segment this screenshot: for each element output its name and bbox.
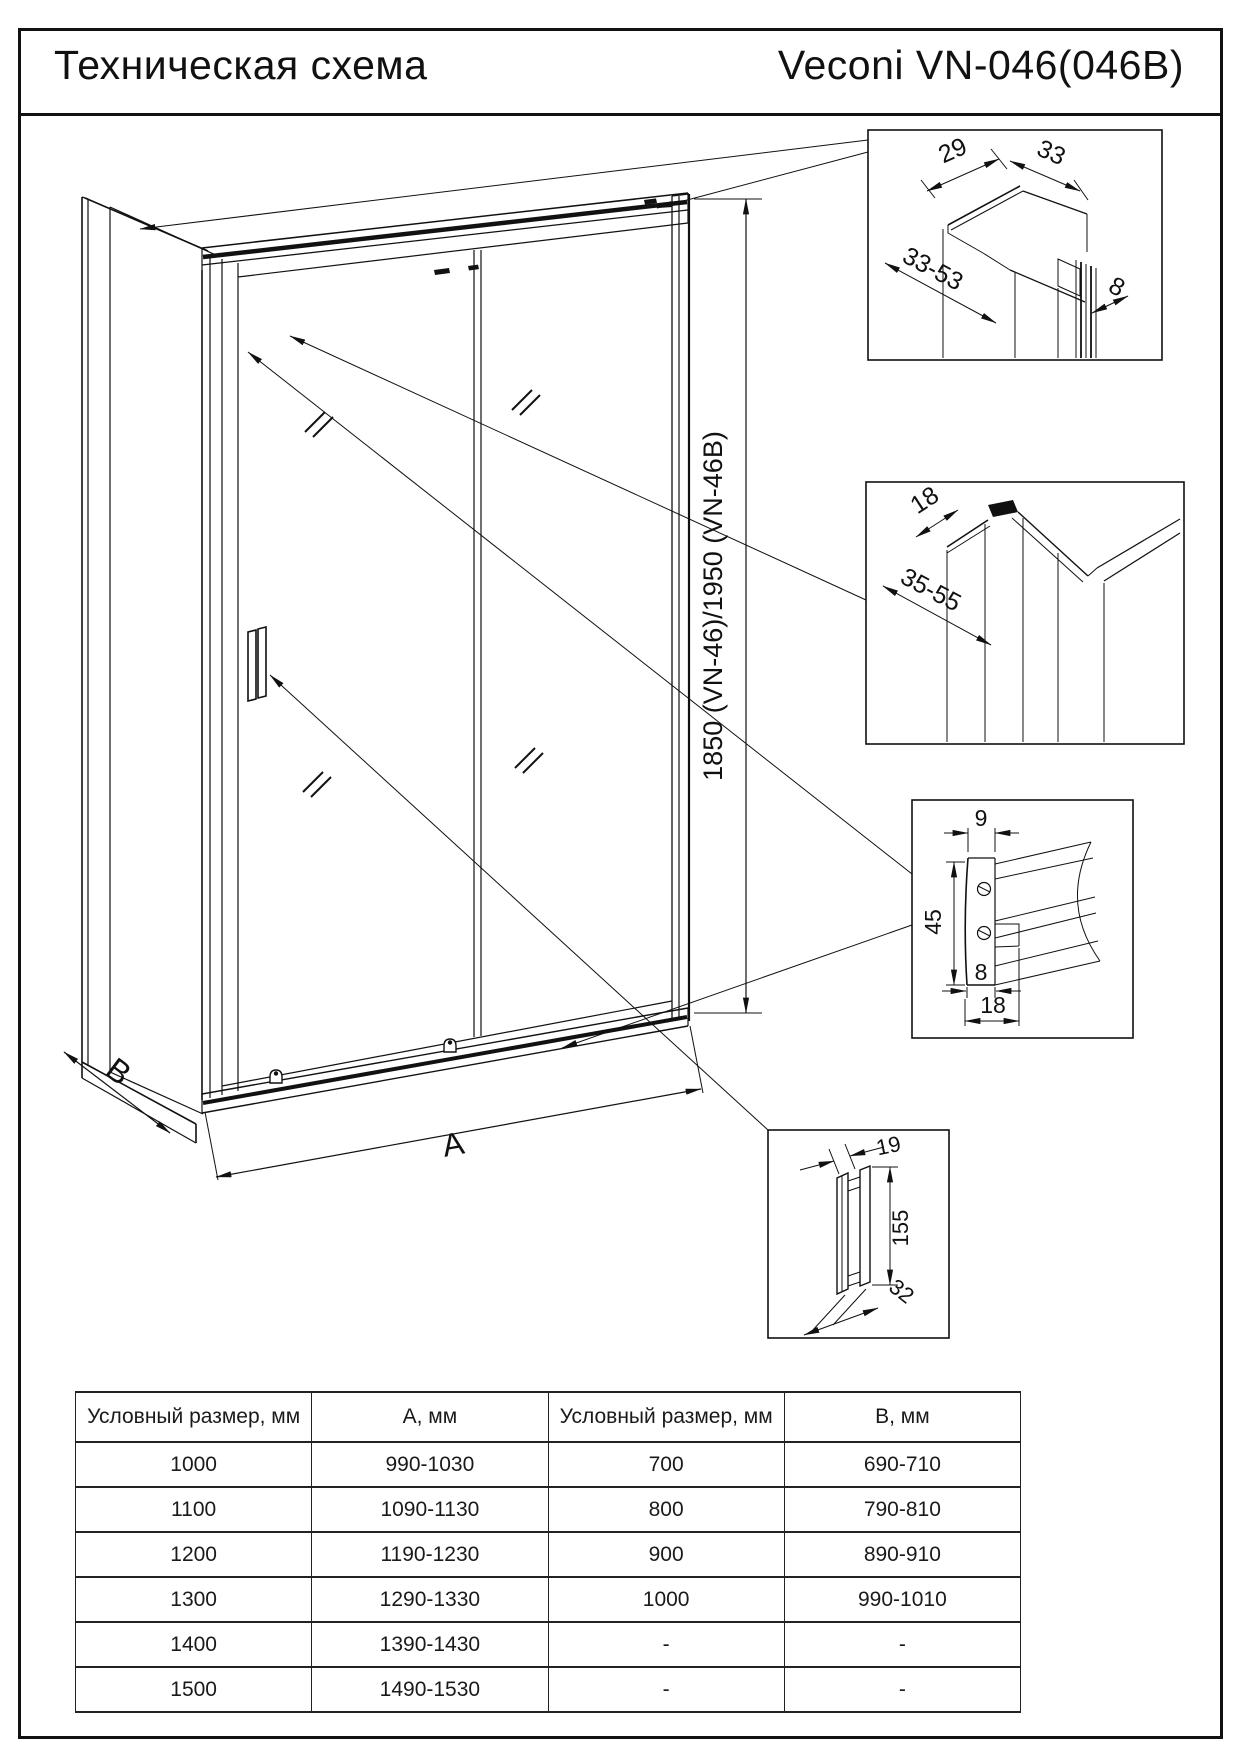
cell-nominal-b: - [548, 1622, 784, 1667]
size-table [75, 1391, 1021, 1713]
dim-35-55-label: 35-55 [895, 562, 966, 618]
cell-range-b: 990-1010 [784, 1577, 1020, 1622]
detail-handle [768, 1130, 949, 1338]
table-row [76, 1487, 1021, 1532]
cell-nominal-a: 1500 [76, 1667, 312, 1712]
cell-range-a: 990-1030 [312, 1442, 548, 1487]
dim-18-depth-label: 18 [980, 992, 1006, 1018]
depth-dimension-label: B [99, 1050, 138, 1093]
dim-29-label: 29 [934, 132, 972, 170]
cell-nominal-b: 1000 [548, 1577, 784, 1622]
page-title: Техническая схема [54, 42, 428, 88]
main-dimensions [64, 199, 762, 1180]
dim-19-label: 19 [873, 1130, 904, 1161]
cell-range-b: - [784, 1622, 1020, 1667]
header-nominal-size-a: Условный размер, мм [76, 1392, 312, 1442]
detail-mid-corner-profile [866, 481, 1184, 744]
cell-range-b: 790-810 [784, 1487, 1020, 1532]
table-row [76, 1577, 1021, 1622]
cell-range-b: 690-710 [784, 1442, 1020, 1487]
header-b-mm: В, мм [784, 1392, 1020, 1442]
cell-range-a: 1490-1530 [312, 1667, 548, 1712]
dim-155-label: 155 [888, 1209, 913, 1247]
cell-range-a: 1190-1230 [312, 1532, 548, 1577]
cell-nominal-b: 700 [548, 1442, 784, 1487]
width-dimension-label: A [439, 1124, 467, 1164]
cell-nominal-b: - [548, 1667, 784, 1712]
product-model-title: Veconi VN-046(046B) [777, 42, 1184, 88]
table-row [76, 1667, 1021, 1712]
table-row [76, 1622, 1021, 1667]
cell-nominal-a: 1100 [76, 1487, 312, 1532]
dim-45-label: 45 [920, 909, 946, 935]
shower-enclosure-view [82, 193, 689, 1143]
dim-18-label: 18 [905, 480, 944, 520]
dim-33-label: 33 [1032, 134, 1070, 172]
table-row [76, 1532, 1021, 1577]
glass-clamp [434, 268, 450, 275]
dim-8-bottom-label: 8 [974, 959, 988, 985]
table-row [76, 1442, 1021, 1487]
cell-range-b: - [784, 1667, 1020, 1712]
height-dimension-label: 1850 (VN-46)/1950 (VN-46B) [698, 431, 728, 781]
cell-range-a: 1390-1430 [312, 1622, 548, 1667]
size-table-header-row [76, 1392, 1021, 1442]
cell-nominal-a: 1300 [76, 1577, 312, 1622]
cell-nominal-b: 900 [548, 1532, 784, 1577]
header-nominal-size-b: Условный размер, мм [548, 1392, 784, 1442]
header-a-mm: А, мм [312, 1392, 548, 1442]
detail-top-corner-profile [868, 130, 1162, 360]
door-roller [444, 1039, 456, 1052]
glass-reflection-marks [303, 390, 543, 797]
dim-33-53-label: 33-53 [897, 241, 968, 297]
cell-nominal-a: 1400 [76, 1622, 312, 1667]
cell-nominal-a: 1200 [76, 1532, 312, 1577]
dim-32-label: 32 [884, 1273, 919, 1309]
door-roller [270, 1070, 282, 1083]
cell-range-a: 1090-1130 [312, 1487, 548, 1532]
door-handle [248, 627, 266, 701]
dim-8-label: 8 [1104, 271, 1130, 303]
cell-nominal-b: 800 [548, 1487, 784, 1532]
cell-nominal-a: 1000 [76, 1442, 312, 1487]
dim-9-label: 9 [974, 805, 988, 831]
cell-range-a: 1290-1330 [312, 1577, 548, 1622]
cell-range-b: 890-910 [784, 1532, 1020, 1577]
detail-wall-profile [912, 800, 1133, 1038]
